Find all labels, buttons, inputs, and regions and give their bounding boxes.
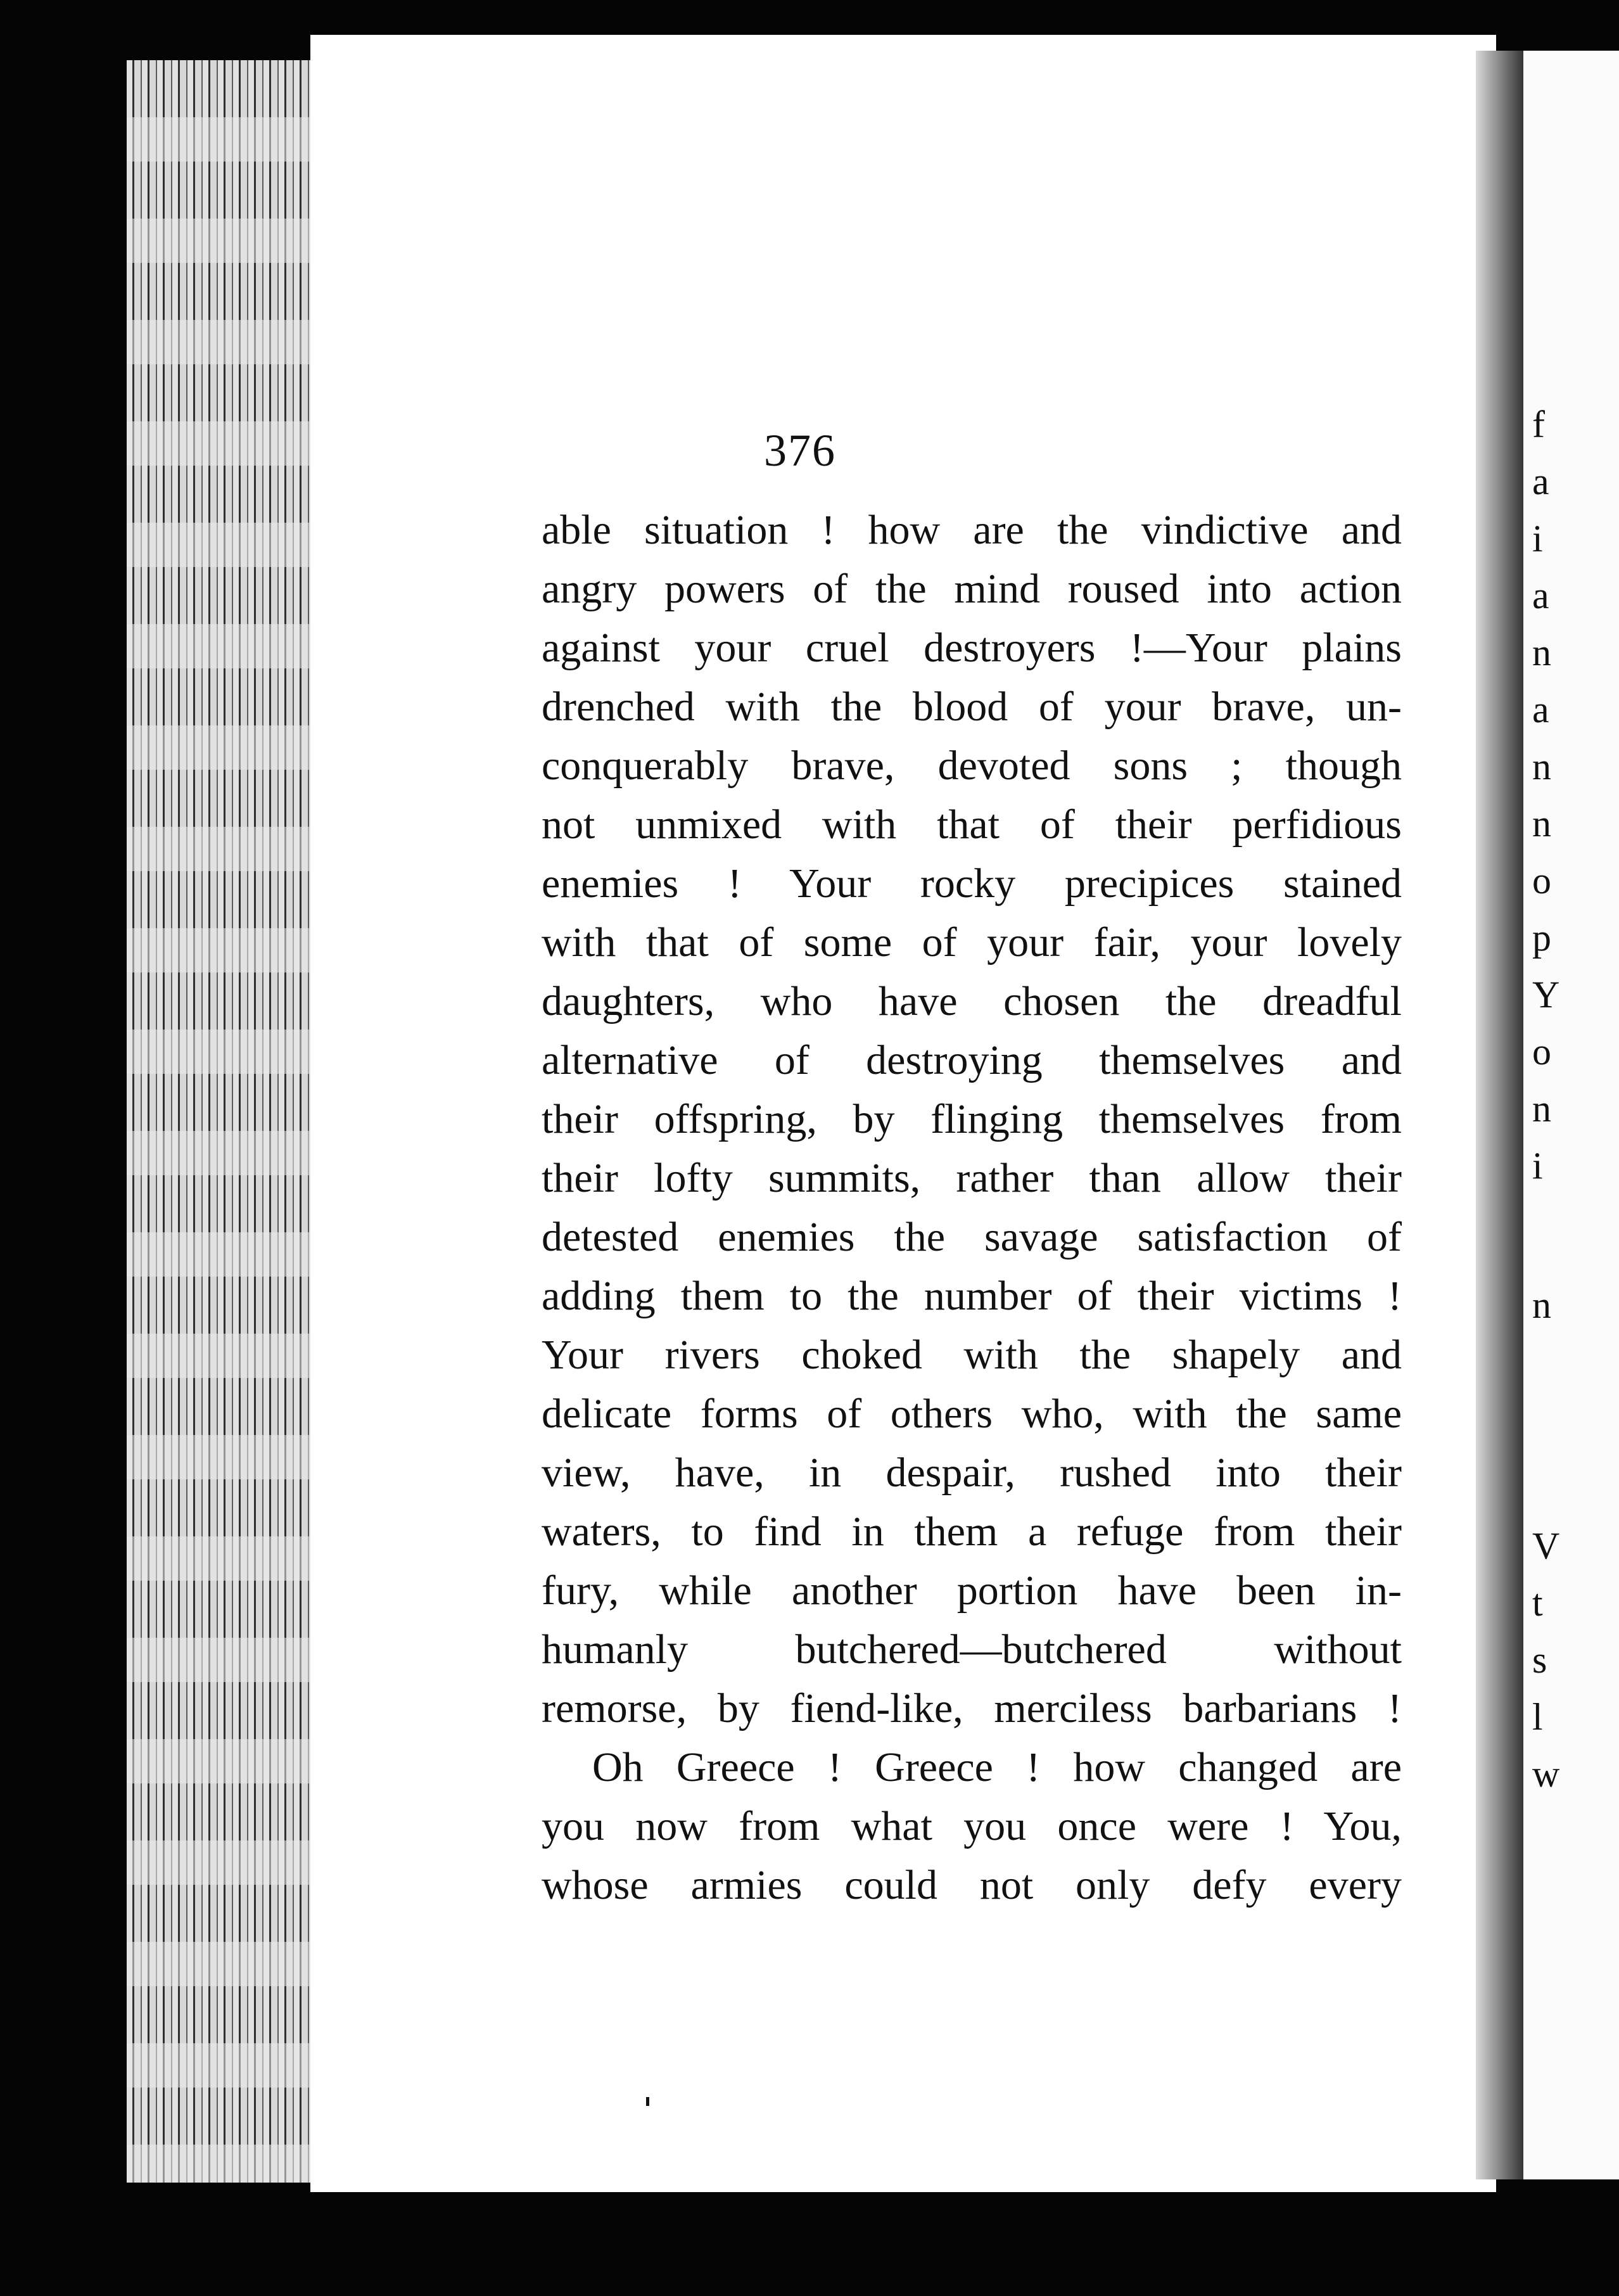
text-line: delicate forms of others who, with the same [542,1391,1402,1437]
text-line: not unmixed with that of their perfidious [542,801,1402,848]
facing-page-letter: p [1532,917,1551,959]
page-number: 376 [764,425,836,476]
text-line: drenched with the blood of your brave, un- [542,684,1402,730]
text-line: detested enemies the savage satisfaction of [542,1214,1402,1260]
text-line: against your cruel destroyers !—Your plains [542,625,1402,671]
text-line: waters, to find in them a refuge from their [542,1508,1402,1555]
text-line: daughters, who have chosen the dreadful [542,978,1402,1024]
facing-page-letter: a [1532,461,1549,502]
facing-page-letter: a [1532,575,1549,616]
text-line: whose armies could not only defy every [542,1862,1402,1908]
facing-page-letter: a [1532,689,1549,730]
text-line: their lofty summits, rather than allow their [542,1155,1402,1201]
body-text [542,501,1402,1915]
facing-page-letter: n [1532,803,1551,845]
facing-page-letter: o [1532,1031,1551,1073]
text-line: view, have, in despair, rushed into their [542,1450,1402,1496]
facing-page-letter: n [1532,632,1551,673]
text-line: adding them to the number of their victims ! [542,1273,1402,1319]
facing-page-letter: i [1532,1145,1543,1187]
gutter-shadow [1476,51,1527,2179]
text-line: alternative of destroying themselves and [542,1037,1402,1083]
facing-page-letter: w [1532,1753,1560,1795]
text-line: Oh Greece ! Greece ! how changed are [592,1744,1402,1790]
text-line: you now from what you once were ! You, [542,1803,1402,1849]
facing-page-letter: f [1532,404,1545,445]
facing-page-letter: l [1532,1696,1543,1738]
text-line: conquerably brave, devoted sons ; though [542,743,1402,789]
facing-page-fragment [1523,51,1619,2179]
facing-page-letter: n [1532,1088,1551,1130]
facing-page-letter: s [1532,1639,1547,1681]
facing-page-letter: n [1532,1284,1551,1326]
text-line: their offspring, by flinging themselves from [542,1096,1402,1142]
facing-page-letter: t [1532,1582,1543,1624]
facing-page-letter: i [1532,518,1543,559]
text-line: fury, while another portion have been in- [542,1567,1402,1614]
text-line: with that of some of your fair, your lovely [542,919,1402,966]
ink-speck [646,2097,649,2106]
facing-page-letter: o [1532,860,1551,902]
text-line: humanly butchered—butchered without [542,1626,1402,1673]
text-line: enemies ! Your rocky precipices stained [542,860,1402,907]
text-line: remorse, by fiend-like, merciless barbarians ! [542,1685,1402,1732]
facing-page-letter: V [1532,1525,1560,1567]
text-line: able situation ! how are the vindictive and [542,507,1402,553]
text-line: angry powers of the mind roused into action [542,566,1402,612]
facing-page-letter: Y [1532,974,1560,1016]
book-fore-edge [127,60,317,2183]
text-line: Your rivers choked with the shapely and [542,1332,1402,1378]
facing-page-letter: n [1532,746,1551,788]
